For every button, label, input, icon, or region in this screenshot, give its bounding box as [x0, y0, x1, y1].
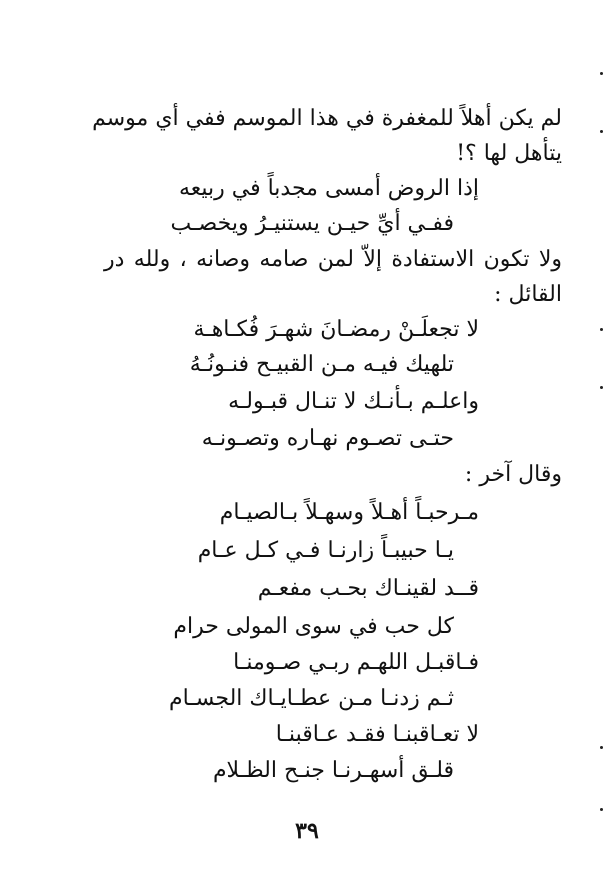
verse-line: مـرحبـاً أهـلاً وسهـلاً بـالصيـام — [219, 500, 479, 525]
verse-line: لا تعـاقبنـا فقـد عـاقبنـا — [275, 722, 479, 747]
verse-line: يـا حبيبـاً زارنـا فـي كـل عـام — [197, 538, 454, 563]
verse-line: قــد لقينـاك بحـب مفعـم — [257, 576, 479, 601]
verse-line: كل حب في سوى المولى حرام — [173, 614, 454, 639]
prose-line: يتأهل لها ؟! — [456, 141, 562, 166]
margin-dot — [600, 328, 603, 331]
prose-line: لم يكن أهلاً للمغفرة في هذا الموسم ففي أي موسم — [92, 106, 562, 131]
margin-dot — [600, 808, 603, 811]
margin-dot — [600, 746, 603, 749]
verse-line: ففـي أيِّ حيـن يستنيـرُ ويخصـب — [170, 211, 454, 236]
page-number: ٣٩ — [295, 818, 319, 844]
verse-line: قلـق أسهـرنـا جنـح الظـلام — [212, 758, 454, 783]
verse-line: ثـم زدنـا مـن عطـايـاك الجسـام — [169, 686, 454, 711]
prose-line: ولا تكون الاستفادة إلاّ لمن صامه وصانه ، ولله در — [104, 247, 562, 272]
verse-line: واعلـم بـأنـك لا تنـال قبـولـه — [228, 389, 479, 414]
margin-dot — [600, 130, 603, 133]
verse-line: حتـى تصـوم نهـاره وتصـونـه — [201, 426, 454, 451]
margin-dot — [600, 72, 603, 75]
verse-line: فـاقبـل اللهـم ربـي صـومنـا — [233, 650, 479, 675]
prose-line: وقال آخر : — [464, 462, 562, 487]
verse-line: لا تجعلَـنْ رمضـانَ شهـرَ فُكـاهـة — [193, 317, 479, 342]
verse-line: إذا الروض أمسى مجدباً في ربيعه — [178, 176, 479, 201]
prose-line: القائل : — [494, 282, 562, 307]
verse-line: تلهيك فيـه مـن القبيـح فنـونُـهُ — [189, 352, 454, 377]
margin-dot — [600, 386, 603, 389]
